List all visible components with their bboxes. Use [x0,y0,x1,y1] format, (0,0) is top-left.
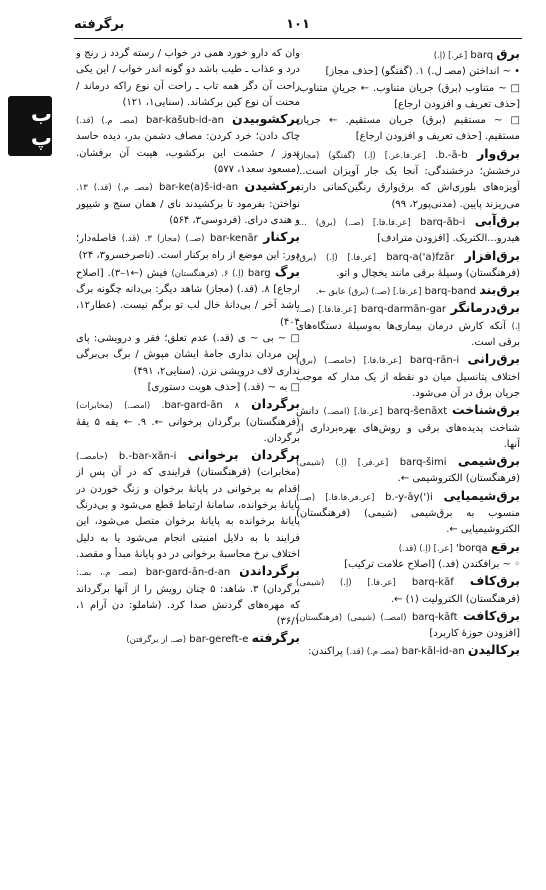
letter-thumb-tab: ب پ [8,96,52,156]
transliteration: bar-kenār [210,233,258,245]
dictionary-entry [296,453,520,488]
definition: (فرهنگستان) الکترولیت (۱) ←. [390,593,520,605]
running-head: برگرفته [74,17,125,32]
grammar-note: [عر.فر.] (اِ.) (شیمی) [296,458,389,469]
grammar-note: [عر.فا.فا.] (صـ.، اِ.) [296,305,520,332]
headword: برگردان [251,396,300,412]
transliteration: barq-darmān-gar [360,304,447,316]
dictionary-entry [296,300,520,351]
dictionary-entry [296,248,520,283]
transliteration: barq-šenāxt [387,406,448,418]
definition: ◦ ~ برافکندن (فد.) [اصلاح علامت ترکیب] [344,558,520,570]
headword: برق‌کاف [469,573,520,589]
transliteration: barq [470,50,494,61]
dictionary-entry [76,111,300,178]
definition: نواختن: بفرمود تا برکشیدند نای / همان سنج و شیپور و هندی درای. (فردوسی۳، ۵۶۴) [76,198,300,226]
transliteration: borqa' [455,542,488,554]
transliteration: bar-gard-ān [164,400,223,412]
grammar-note: [عر.فا.] (امصـ.) [323,407,383,418]
dictionary-entry [76,46,300,111]
left-column [76,46,300,858]
dictionary-entry [76,331,300,380]
transliteration: bar-gereft-e [189,634,249,646]
transliteration: barq-a('a)fzār [386,251,455,263]
definition: چاک دادن؛ خرد کردن: مصاف دشمن بدر، دیده حاسد بدوز / حشمت این برکشوب، هیبت آن برفشان. (مسعود سعد۱، ۵۷۷) [76,131,300,176]
definition: □ ~ بی ~ ی (قد.) عدم تعلق؛ فقر و درویشی: پای این مردان نداری جامهٔ ایشان مپوش / برگ بی‌برگی نداری لاف درویشی نزن. (سنایی۲، ۴۹۱) [76,333,300,377]
headword: برگرداندن [239,563,300,579]
headword: برق‌رانی [467,351,520,367]
dictionary-entry [76,396,300,447]
grammar-note: (مصـ م.، بمـ.: [76,568,137,579]
transliteration: b.-bar-xān-i [118,451,177,463]
headword: برکشیدن [244,178,300,194]
headword: برکنار [263,229,300,245]
dictionary-entry [296,642,520,660]
headword: برقع [490,538,520,554]
grammar-note: (مصـ م.) (قد.) [346,647,399,658]
transliteration: barq-kāft [411,611,458,623]
headword: برق‌بند [479,282,520,298]
dictionary-entry [76,229,300,264]
grammar-note: (مصـ م.) (قد.) ۱۳. [76,183,153,194]
dictionary-entry [76,563,300,630]
grammar-note: [عر.فر.فا.فا.] (صـ.) [296,492,375,503]
definition: (فرهنگستان) الکتروشیمی ←. [397,473,520,485]
headword: برق‌آبی [474,212,520,228]
definition: [افزودن حوزهٔ کاربرد] [429,628,520,640]
transliteration: barg [247,267,271,279]
definition: آنکه کارش درمان بیماری‌ها به‌وسیلهٔ دستگاه‌های برقی است. [296,320,520,349]
dictionary-entry [296,46,520,64]
headword: برق‌وار [477,145,520,161]
grammar-note: [عر.فا.فا.] (صـ.) (برق) ...؛ [296,217,411,228]
grammar-note: [عر.فا.عر.] (اِ.) (گفتگو) (مجاز) [296,150,426,161]
grammar-note: [عر.] (اِ.) [433,51,468,61]
headword: برق‌کافت [462,607,520,623]
definition: اختلاف پتانسیل میان دو نقطه از یک مدار که موجب جریان برق در آن می‌شود. [296,371,520,399]
grammar-note: [عر.فا.] (اِ.) (شیمی) [296,578,396,589]
transliteration: barq-band [424,286,477,298]
transliteration: b.-y-āy(')i [385,491,433,503]
grammar-note: (صـ.) (مجاز) ۳. (قد.) [121,234,205,245]
definition: فاصله‌دار؛ دور: این موضع از راه برکنار است. (ناصرخسرو۳، ۲۴) [76,233,300,261]
transliteration: bar-kašub-id-an [145,115,224,127]
definition: (فرهنگستان) وسیلهٔ برقی مانند یخچال و اتو. [336,267,520,279]
dictionary-entry [296,402,520,453]
grammar-note: (اِ.) ۶. (فرهنگستان) [171,268,244,279]
definition: منسوب به برق‌شیمی (شیمی) (فرهنگستان) الکتروشیمیایی ←. [296,508,520,536]
grammar-note: (امصـ.) (شیمی) (فرهنگستان) [296,612,407,623]
dictionary-entry [296,213,520,248]
dictionary-entry [296,351,520,402]
headword: برق‌افزار [464,247,520,263]
dictionary-entry [296,81,520,114]
transliteration: barq-rān-i [409,355,460,367]
definition: برگردان) ۳. شاهد: ۵ چنان رویش را از آنها برگرداند که مهره‌های گردنش صدا کرد. (شاملو: دن آرام ۱، ۳۶/۱) [76,583,300,628]
dictionary-entry [296,573,520,608]
grammar-note: ۸. (امصـ.) (مخابرات) [76,401,240,412]
dictionary-entry [296,608,520,643]
dictionary-entry [296,557,520,573]
headword: برگ [274,263,300,279]
dictionary-entry [296,282,520,300]
page-header [74,14,522,39]
right-column [296,46,520,858]
grammar-note: (حامصـ.) [76,452,108,463]
transliteration: b.-ā-b. [435,149,468,161]
dictionary-entry [296,113,520,146]
dictionary-entry [76,630,300,648]
grammar-note: [عر.فا.] (اِ.) (برق) [296,252,376,263]
transliteration: barq-šimi [399,457,447,469]
transliteration: barq-kāf [411,577,454,589]
headword: برق‌درمانگر [450,300,520,316]
page-number: ۱۰۱ [286,17,310,32]
definition: □ به ~ (قد.) [حذف هویت دستوری] [147,381,300,393]
headword: برگرفته [251,630,300,646]
dictionary-entry [296,146,520,213]
dictionary-entry [296,64,520,80]
headword: برق‌شناخت [452,402,520,418]
headword: برگردان برخوانی [187,447,300,463]
definition: (مخابرات) (فرهنگستان) فرایندی که در آن پس از اقدام به برخوانی در پایانهٔ برخوان و زنگ خوردن در پایانهٔ برخوانده، سامانهٔ ارتباط قطع می‌شود و بی‌درنگ پایانهٔ برخوانده به پایانهٔ برخوان متصل می‌شود، این فرایند با به دلایل امنیتی انجام می‌شود یا به دلیل اختلاف نرخ محاسبهٔ برخوانی در دو پایانهٔ مبدأ و مقصد. [76,467,300,560]
definition: فیش (←۱–۳). [اصلاح ارجاع] ۸. (قد.) (مجاز) شاهد دیگر: بی‌دانه چگونه برگ باشد آخر / بی‌دانهٔ خال لب تو برگم نیست. (عطار۱۲، ۴۰۴) [76,267,300,328]
headword: برکشوبیدن [232,111,300,127]
definition: □ ~ مستقیم (برق) جریان مستقیم. ← جریان مستقیم. [حذف تعریف و افزودن ارجاع] [296,115,520,143]
dictionary-entry [76,178,300,229]
dictionary-entry [296,488,520,539]
dictionary-entry [76,447,300,563]
definition: (فرهنگستان) برگردان برخوانی ←. ۹. ← یقه ۵ یقهٔ برگردان. [76,416,300,444]
dictionary-entry [296,539,520,557]
transliteration: bar-gard-ān-d-an [145,567,231,579]
grammar-note: (صـ. از برگرفتن) [126,635,187,646]
dictionary-entry [76,380,300,396]
grammar-note: (مصـ م.) (قد.) [76,116,138,127]
grammar-note: [عر.فا.فا.] (حامصـ.) (برق) [296,356,402,367]
definition: درخشش؛ درخشندگی: آنجا یک جار آویزان است... آویزه‌های بلوری‌اش که برق‌وارق رنگین‌کمانی دارند می‌ریزند پایین. (مدنی‌پور۲، ۹۹) [296,166,520,210]
transliteration: barq-āb-i [420,216,466,228]
transliteration: bar-ke(a)š-id-an [159,182,239,194]
definition: دانش شناخت پدیده‌های برقی و روش‌های بهره‌برداری از آنها. [296,406,520,450]
headword: برق‌شیمیایی [443,487,520,503]
grammar-note: [عر.فا.] (صـ.) (برق) عایق ←. [315,287,422,298]
headword: برکالیدن [467,642,520,658]
definition: □ ~ متناوب (برق) جریان متناوب. ← جریانِ متناوب. [حذف تعریف و افزودن ارجاع] [296,82,520,110]
headword: برق [496,46,520,61]
definition: پراکندن: [308,646,343,658]
headword: برق‌شیمی [457,453,520,469]
dictionary-entry [76,264,300,331]
definition: وان که دارو خورد همی در خواب / رسته گردد ز رنج و درد و عذاب ـ طیب باشد دو گونه اندر خواب / این یکی راحت آن دگر همه تاب ـ راحت آن نوع راکه درماند / محنت آن نوع کین برکشاند. (سنایی۱، ۱۲۱) [76,48,300,108]
definition: هیدرو...الکتریک. [افزودن مترادف] [377,233,520,245]
grammar-note: [عر.] (اِ.) (قد.) [398,543,453,554]
definition: • ~ انداختن (مصـ ل.) ۱. (گفتگو) [حذف مجاز] [325,66,520,78]
transliteration: bar-kāl-id-an [401,646,465,658]
